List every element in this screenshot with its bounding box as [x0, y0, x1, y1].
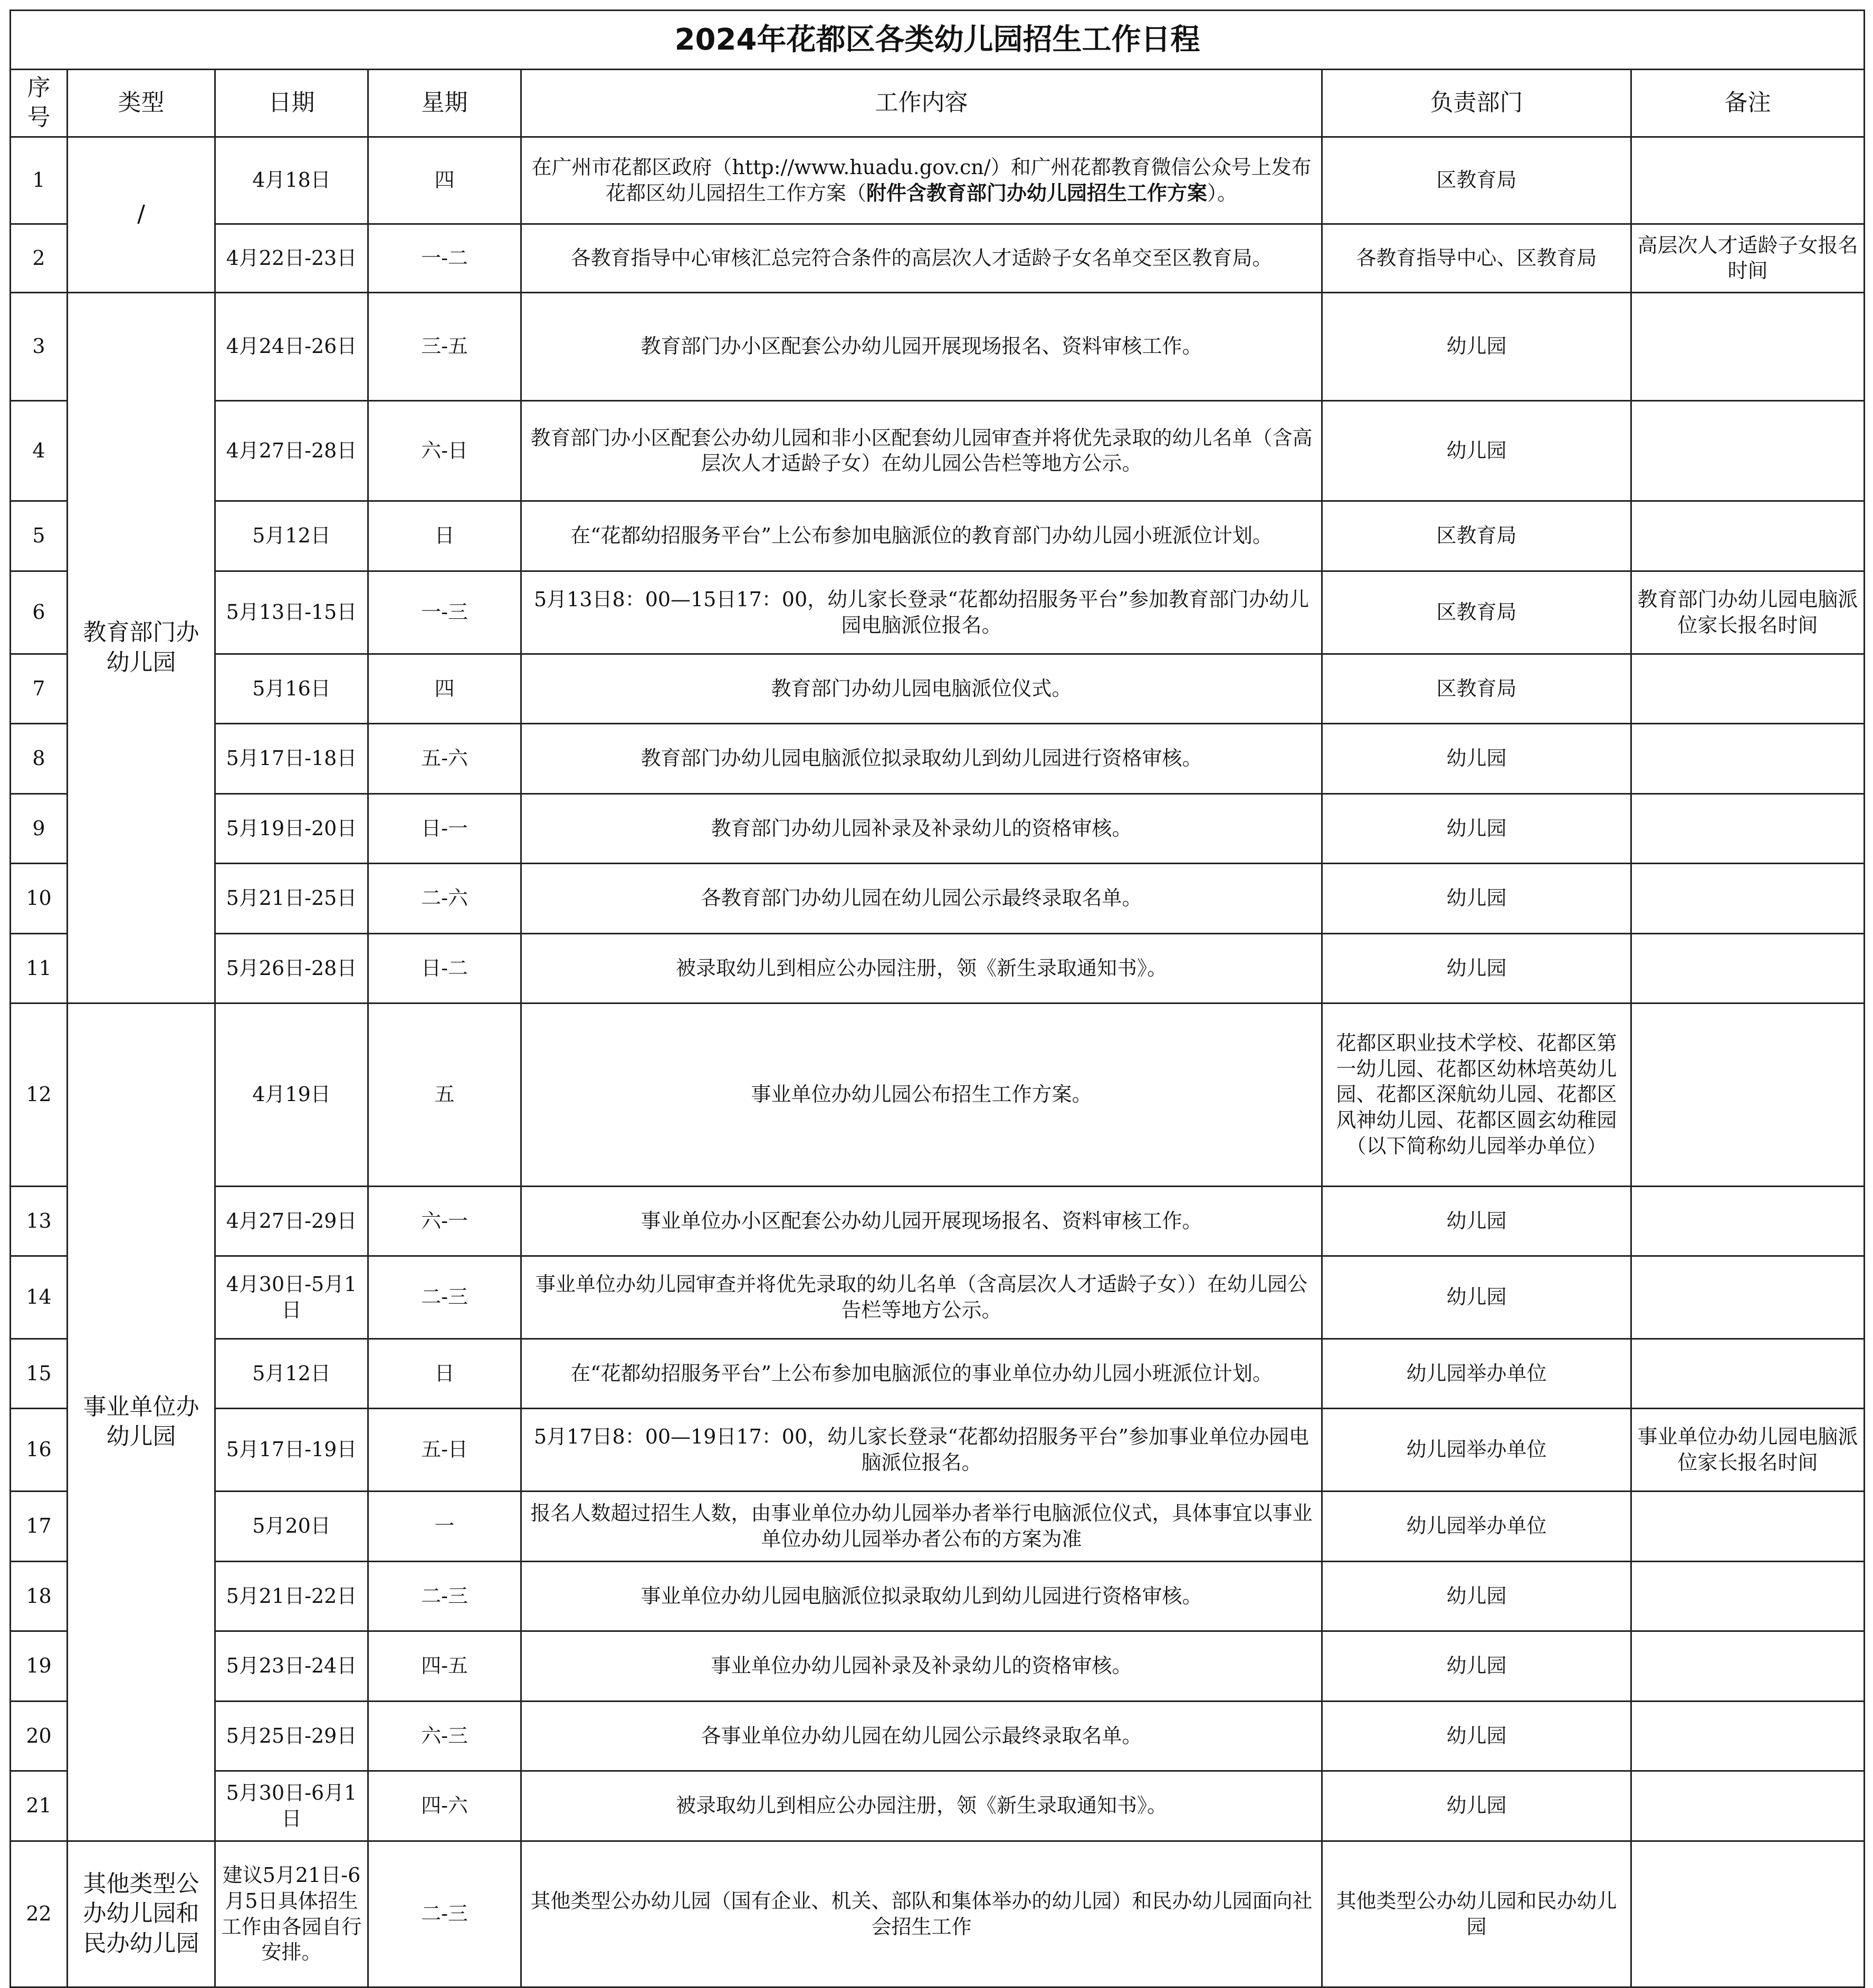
- seq-cell: 8: [11, 723, 68, 794]
- table-row: [11, 1408, 1865, 1491]
- type-cell-group-1: /: [68, 137, 215, 292]
- date-cell: 5月25日-29日: [215, 1701, 368, 1771]
- header-dept: 负责部门: [1322, 70, 1631, 137]
- weekday-cell: 二-三: [368, 1841, 521, 1987]
- note-cell: [1631, 654, 1865, 723]
- table-row: [11, 1491, 1865, 1561]
- content-cell: 在“花都幼招服务平台”上公布参加电脑派位的事业单位办幼儿园小班派位计划。: [521, 1339, 1322, 1408]
- content-cell: 各事业单位办幼儿园在幼儿园公示最终录取名单。: [521, 1701, 1322, 1771]
- table-row: [11, 292, 1865, 400]
- note-cell: [1631, 1841, 1865, 1987]
- date-cell: 4月24日-26日: [215, 292, 368, 400]
- table-row: [11, 654, 1865, 723]
- weekday-cell: 二-三: [368, 1561, 521, 1631]
- date-cell: 5月21日-25日: [215, 863, 368, 933]
- header-weekday: 星期: [368, 70, 521, 137]
- note-cell: [1631, 863, 1865, 933]
- table-row: [11, 1339, 1865, 1408]
- seq-cell: 4: [11, 400, 68, 501]
- note-cell: [1631, 1339, 1865, 1408]
- weekday-cell: 一-三: [368, 571, 521, 654]
- title-row: [11, 11, 1865, 70]
- date-cell: 5月26日-28日: [215, 933, 368, 1003]
- table-row: [11, 501, 1865, 571]
- content-cell: 事业单位办幼儿园公布招生工作方案。: [521, 1003, 1322, 1186]
- table-row: [11, 1003, 1865, 1186]
- type-cell-group-3: 事业单位办幼儿园: [68, 1003, 215, 1841]
- content-cell: 报名人数超过招生人数，由事业单位办幼儿园举办者举行电脑派位仪式，具体事宜以事业单位办幼儿园举办者公布的方案为准: [521, 1491, 1322, 1561]
- table-row: [11, 794, 1865, 863]
- table-row: [11, 1256, 1865, 1339]
- content-cell: 事业单位办幼儿园补录及补录幼儿的资格审核。: [521, 1631, 1322, 1701]
- dept-cell: 幼儿园: [1322, 400, 1631, 501]
- content-cell: 事业单位办幼儿园电脑派位拟录取幼儿到幼儿园进行资格审核。: [521, 1561, 1322, 1631]
- weekday-cell: 六-三: [368, 1701, 521, 1771]
- seq-cell: 12: [11, 1003, 68, 1186]
- date-cell: 4月27日-28日: [215, 400, 368, 501]
- seq-cell: 17: [11, 1491, 68, 1561]
- content-cell: 事业单位办幼儿园审查并将优先录取的幼儿名单（含高层次人才适龄子女））在幼儿园公告栏等地方公示。: [521, 1256, 1322, 1339]
- header-content: 工作内容: [521, 70, 1322, 137]
- type-cell-group-4: 其他类型公办幼儿园和民办幼儿园: [68, 1841, 215, 1987]
- date-cell: 4月27日-29日: [215, 1186, 368, 1256]
- note-cell: 教育部门办幼儿园电脑派位家长报名时间: [1631, 571, 1865, 654]
- dept-cell: 幼儿园: [1322, 1701, 1631, 1771]
- content-cell: [521, 137, 1322, 224]
- weekday-cell: 四-五: [368, 1631, 521, 1701]
- header-row: [11, 70, 1865, 137]
- content-cell: 被录取幼儿到相应公办园注册，领《新生录取通知书》。: [521, 1771, 1322, 1841]
- weekday-cell: 日-二: [368, 933, 521, 1003]
- table-row: [11, 1701, 1865, 1771]
- date-cell: 5月23日-24日: [215, 1631, 368, 1701]
- type-cell-group-2: 教育部门办幼儿园: [68, 292, 215, 1003]
- table-row: [11, 224, 1865, 292]
- header-date: 日期: [215, 70, 368, 137]
- note-cell: [1631, 1561, 1865, 1631]
- table-row: [11, 1841, 1865, 1987]
- date-cell: 5月30日-6月1日: [215, 1771, 368, 1841]
- content-cell: 5月13日8：00—15日17：00，幼儿家长登录“花都幼招服务平台”参加教育部门办幼儿园电脑派位报名。: [521, 571, 1322, 654]
- header-seq: 序号: [11, 70, 68, 137]
- note-cell: [1631, 1771, 1865, 1841]
- weekday-cell: 一: [368, 1491, 521, 1561]
- note-cell: [1631, 137, 1865, 224]
- note-cell: [1631, 400, 1865, 501]
- seq-cell: 3: [11, 292, 68, 400]
- dept-cell: 幼儿园: [1322, 794, 1631, 863]
- table-row: [11, 400, 1865, 501]
- table-row: [11, 1771, 1865, 1841]
- table-row: [11, 1631, 1865, 1701]
- seq-cell: 16: [11, 1408, 68, 1491]
- content-cell: 在“花都幼招服务平台”上公布参加电脑派位的教育部门办幼儿园小班派位计划。: [521, 501, 1322, 571]
- table-row: [11, 1186, 1865, 1256]
- date-cell: 5月17日-19日: [215, 1408, 368, 1491]
- content-cell: 5月17日8：00—19日17：00，幼儿家长登录“花都幼招服务平台”参加事业单位办园电脑派位报名。: [521, 1408, 1322, 1491]
- seq-cell: 13: [11, 1186, 68, 1256]
- weekday-cell: 四: [368, 137, 521, 224]
- dept-cell: 幼儿园: [1322, 1561, 1631, 1631]
- date-cell: 5月21日-22日: [215, 1561, 368, 1631]
- dept-cell: 区教育局: [1322, 501, 1631, 571]
- content-cell: 被录取幼儿到相应公办园注册，领《新生录取通知书》。: [521, 933, 1322, 1003]
- dept-cell: 花都区职业技术学校、花都区第一幼儿园、花都区幼林培英幼儿园、花都区深航幼儿园、花都区风神幼儿园、花都区圆玄幼稚园（以下简称幼儿园举办单位）: [1322, 1003, 1631, 1186]
- header-type: 类型: [68, 70, 215, 137]
- header-note: 备注: [1631, 70, 1865, 137]
- note-cell: [1631, 1631, 1865, 1701]
- note-cell: 事业单位办幼儿园电脑派位家长报名时间: [1631, 1408, 1865, 1491]
- dept-cell: 幼儿园举办单位: [1322, 1491, 1631, 1561]
- seq-cell: 2: [11, 224, 68, 292]
- note-cell: [1631, 723, 1865, 794]
- date-cell: 4月22日-23日: [215, 224, 368, 292]
- table-row: [11, 933, 1865, 1003]
- dept-cell: 幼儿园: [1322, 292, 1631, 400]
- dept-cell: 幼儿园: [1322, 1186, 1631, 1256]
- seq-cell: 21: [11, 1771, 68, 1841]
- weekday-cell: 五-日: [368, 1408, 521, 1491]
- date-cell: 5月16日: [215, 654, 368, 723]
- note-cell: [1631, 501, 1865, 571]
- seq-cell: 15: [11, 1339, 68, 1408]
- note-cell: 高层次人才适龄子女报名时间: [1631, 224, 1865, 292]
- weekday-cell: 日-一: [368, 794, 521, 863]
- dept-cell: 幼儿园举办单位: [1322, 1408, 1631, 1491]
- seq-cell: 5: [11, 501, 68, 571]
- weekday-cell: 三-五: [368, 292, 521, 400]
- weekday-cell: 四: [368, 654, 521, 723]
- note-cell: [1631, 1491, 1865, 1561]
- table-row: [11, 137, 1865, 224]
- content-cell: 教育部门办幼儿园电脑派位仪式。: [521, 654, 1322, 723]
- date-cell: 4月30日-5月1日: [215, 1256, 368, 1339]
- dept-cell: 幼儿园: [1322, 1631, 1631, 1701]
- seq-cell: 1: [11, 137, 68, 224]
- dept-cell: 幼儿园: [1322, 863, 1631, 933]
- seq-cell: 9: [11, 794, 68, 863]
- note-cell: [1631, 794, 1865, 863]
- weekday-cell: 四-六: [368, 1771, 521, 1841]
- weekday-cell: 六-日: [368, 400, 521, 501]
- weekday-cell: 五: [368, 1003, 521, 1186]
- content-cell: 教育部门办幼儿园电脑派位拟录取幼儿到幼儿园进行资格审核。: [521, 723, 1322, 794]
- content-cell: 各教育指导中心审核汇总完符合条件的高层次人才适龄子女名单交至区教育局。: [521, 224, 1322, 292]
- content-cell: 各教育部门办幼儿园在幼儿园公示最终录取名单。: [521, 863, 1322, 933]
- content-cell: 教育部门办小区配套公办幼儿园和非小区配套幼儿园审查并将优先录取的幼儿名单（含高层次人才适龄子女）在幼儿园公告栏等地方公示。: [521, 400, 1322, 501]
- dept-cell: 幼儿园: [1322, 933, 1631, 1003]
- content-text-bold: 附件含教育部门办幼儿园招生工作方案: [866, 180, 1207, 205]
- document-title: 2024年花都区各类幼儿园招生工作日程: [11, 11, 1865, 70]
- note-cell: [1631, 1003, 1865, 1186]
- date-cell: 5月13日-15日: [215, 571, 368, 654]
- dept-cell: 幼儿园: [1322, 1771, 1631, 1841]
- dept-cell: 区教育局: [1322, 571, 1631, 654]
- seq-cell: 18: [11, 1561, 68, 1631]
- seq-cell: 19: [11, 1631, 68, 1701]
- table-row: [11, 571, 1865, 654]
- seq-cell: 11: [11, 933, 68, 1003]
- date-cell: 建议5月21日-6月5日具体招生工作由各园自行安排。: [215, 1841, 368, 1987]
- dept-cell: 其他类型公办幼儿园和民办幼儿园: [1322, 1841, 1631, 1987]
- date-cell: 5月12日: [215, 1339, 368, 1408]
- seq-cell: 6: [11, 571, 68, 654]
- content-text: 在广州市花都区政府（http://www.huadu.gov.cn/）和广州花都教育微信公众号上发布花都区幼儿园招生工作方案（: [531, 156, 1312, 205]
- seq-cell: 20: [11, 1701, 68, 1771]
- table-row: [11, 1561, 1865, 1631]
- dept-cell: 幼儿园: [1322, 1256, 1631, 1339]
- date-cell: 5月20日: [215, 1491, 368, 1561]
- table-row: [11, 723, 1865, 794]
- weekday-cell: 五-六: [368, 723, 521, 794]
- note-cell: [1631, 292, 1865, 400]
- seq-cell: 10: [11, 863, 68, 933]
- content-cell: 教育部门办幼儿园补录及补录幼儿的资格审核。: [521, 794, 1322, 863]
- date-cell: 5月19日-20日: [215, 794, 368, 863]
- content-cell: 教育部门办小区配套公办幼儿园开展现场报名、资料审核工作。: [521, 292, 1322, 400]
- note-cell: [1631, 933, 1865, 1003]
- schedule-table: [9, 9, 1865, 1988]
- date-cell: 4月19日: [215, 1003, 368, 1186]
- weekday-cell: 二-六: [368, 863, 521, 933]
- note-cell: [1631, 1701, 1865, 1771]
- content-text: ）。: [1207, 181, 1238, 205]
- dept-cell: 区教育局: [1322, 137, 1631, 224]
- table-row: [11, 863, 1865, 933]
- date-cell: 5月17日-18日: [215, 723, 368, 794]
- note-cell: [1631, 1186, 1865, 1256]
- seq-cell: 14: [11, 1256, 68, 1339]
- weekday-cell: 日: [368, 1339, 521, 1408]
- dept-cell: 区教育局: [1322, 654, 1631, 723]
- weekday-cell: 二-三: [368, 1256, 521, 1339]
- seq-cell: 22: [11, 1841, 68, 1987]
- weekday-cell: 六-一: [368, 1186, 521, 1256]
- content-cell: 事业单位办小区配套公办幼儿园开展现场报名、资料审核工作。: [521, 1186, 1322, 1256]
- note-cell: [1631, 1256, 1865, 1339]
- dept-cell: 幼儿园举办单位: [1322, 1339, 1631, 1408]
- weekday-cell: 日: [368, 501, 521, 571]
- seq-cell: 7: [11, 654, 68, 723]
- date-cell: 4月18日: [215, 137, 368, 224]
- date-cell: 5月12日: [215, 501, 368, 571]
- weekday-cell: 一-二: [368, 224, 521, 292]
- dept-cell: 各教育指导中心、区教育局: [1322, 224, 1631, 292]
- dept-cell: 幼儿园: [1322, 723, 1631, 794]
- content-cell: 其他类型公办幼儿园（国有企业、机关、部队和集体举办的幼儿园）和民办幼儿园面向社会招生工作: [521, 1841, 1322, 1987]
